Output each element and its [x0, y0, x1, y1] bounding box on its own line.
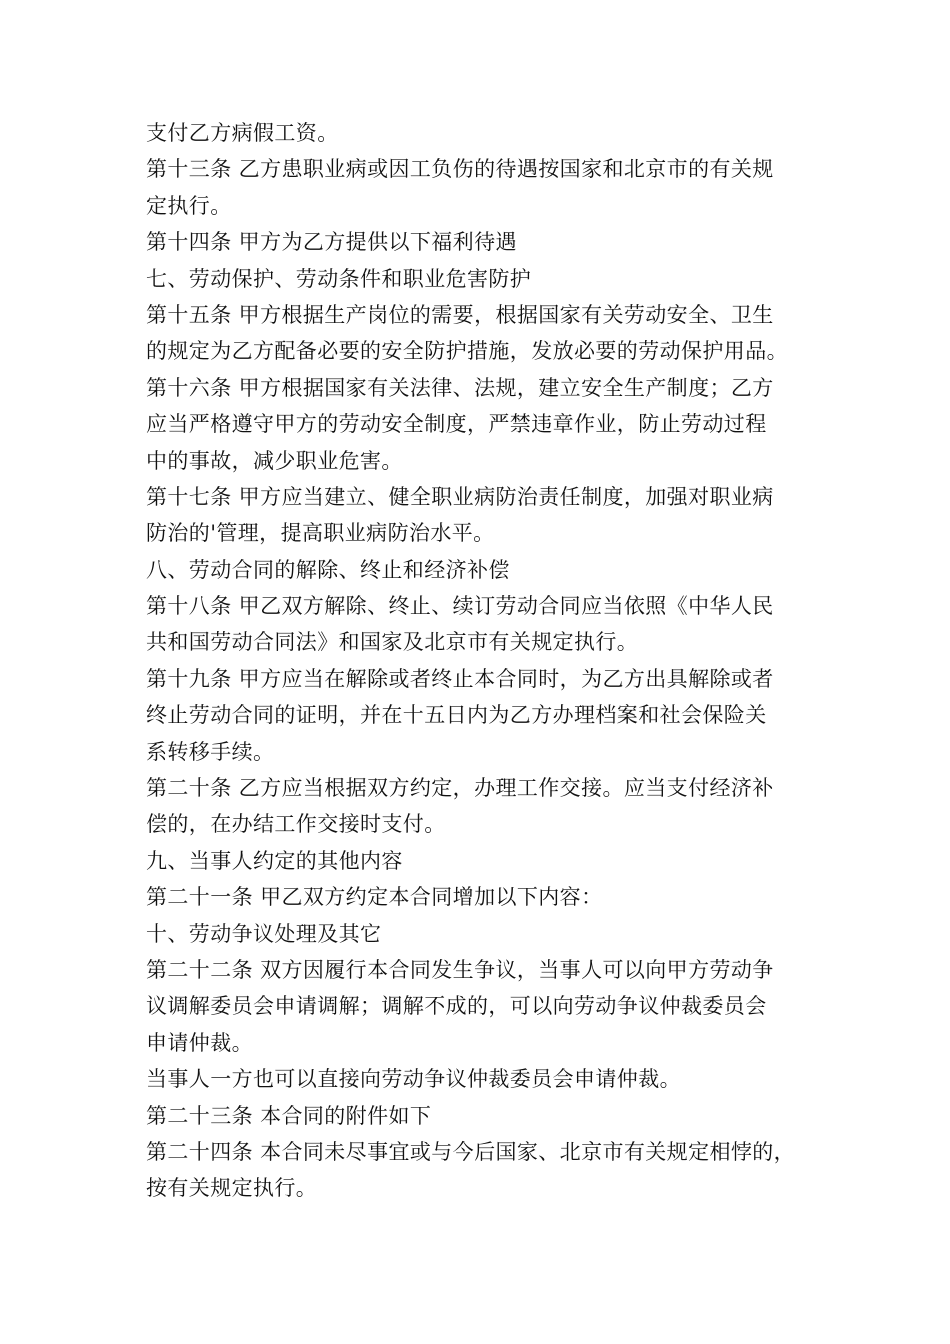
text-line: 第二十四条 本合同未尽事宜或与今后国家、北京市有关规定相悖的，: [146, 1139, 796, 1164]
text-line: 终止劳动合同的证明，并在十五日内为乙方办理档案和社会保险关: [146, 703, 767, 728]
text-line: 第十三条 乙方患职业病或因工负伤的待遇按国家和北京市的有关规: [146, 157, 774, 182]
text-line: 定执行。: [146, 193, 232, 218]
text-line: 第二十二条 双方因履行本合同发生争议，当事人可以向甲方劳动争: [146, 957, 774, 982]
section-heading: 九、当事人约定的其他内容: [146, 848, 403, 873]
text-line: 议调解委员会申请调解；调解不成的，可以向劳动争议仲裁委员会: [146, 994, 767, 1019]
section-heading: 十、劳动争议处理及其它: [146, 921, 382, 946]
text-line: 当事人一方也可以直接向劳动争议仲裁委员会申请仲裁。: [146, 1067, 681, 1092]
text-line: 第二十一条 甲乙双方约定本合同增加以下内容：: [146, 885, 603, 910]
text-line: 第二十三条 本合同的附件如下: [146, 1103, 432, 1128]
text-line: 中的事故，减少职业危害。: [146, 448, 403, 473]
text-line: 支付乙方病假工资。: [146, 121, 339, 145]
text-line: 偿的，在办结工作交接时支付。: [146, 812, 446, 837]
document-body: [146, 115, 836, 1207]
text-line: 防治的'管理，提高职业病防治水平。: [146, 521, 495, 546]
text-line: 的规定为乙方配备必要的安全防护措施，发放必要的劳动保护用品。: [146, 339, 788, 364]
text-line: 第十六条 甲方根据国家有关法律、法规，建立安全生产制度；乙方: [146, 375, 774, 400]
text-line: 第十四条 甲方为乙方提供以下福利待遇: [146, 230, 517, 255]
text-line: 申请仲裁。: [146, 1030, 253, 1055]
text-line: 第十五条 甲方根据生产岗位的需要，根据国家有关劳动安全、卫生: [146, 302, 774, 327]
text-line: 按有关规定执行。: [146, 1176, 318, 1201]
section-heading: 七、劳动保护、劳动条件和职业危害防护: [146, 266, 532, 291]
section-heading: 八、劳动合同的解除、终止和经济补偿: [146, 557, 510, 582]
text-line: 第十九条 甲方应当在解除或者终止本合同时，为乙方出具解除或者: [146, 666, 774, 691]
text-line: 第二十条 乙方应当根据双方约定，办理工作交接。应当支付经济补: [146, 776, 774, 801]
text-line: 第十八条 甲乙双方解除、终止、续订劳动合同应当依照《中华人民: [146, 594, 774, 619]
text-line: 系转移手续。: [146, 739, 275, 764]
text-line: 共和国劳动合同法》和国家及北京市有关规定执行。: [146, 630, 639, 655]
text-line: 第十七条 甲方应当建立、健全职业病防治责任制度，加强对职业病: [146, 484, 774, 509]
text-line: 应当严格遵守甲方的劳动安全制度，严禁违章作业，防止劳动过程: [146, 412, 767, 437]
